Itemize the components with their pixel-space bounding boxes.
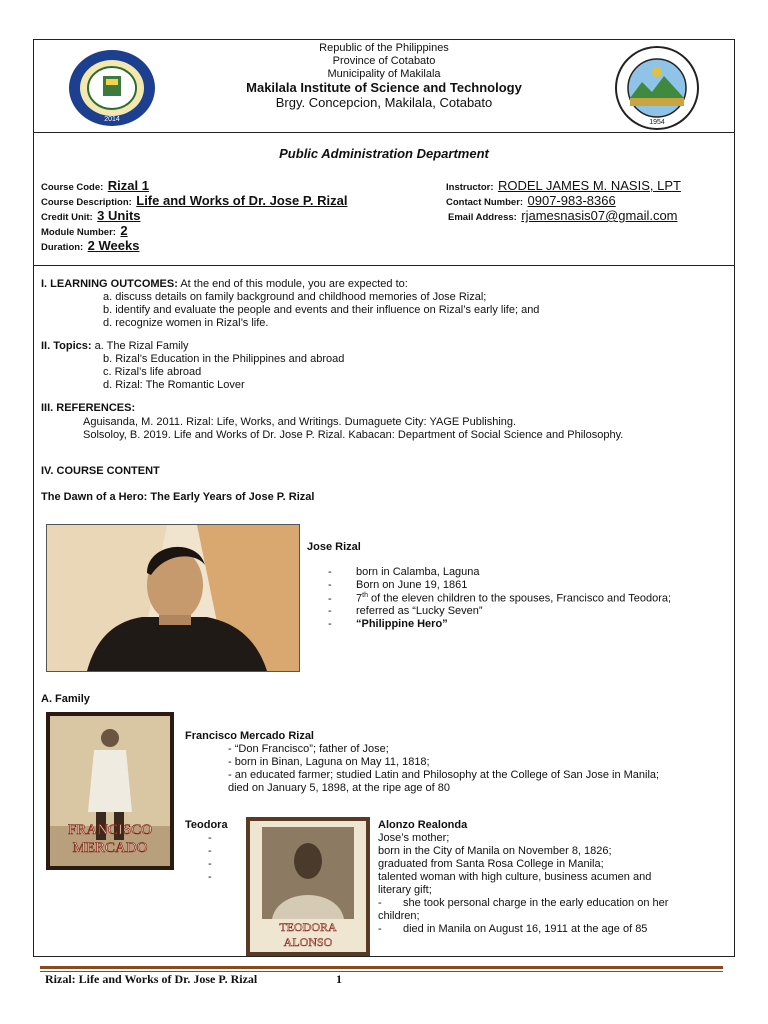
page-footer	[40, 966, 723, 986]
header-republic: Republic of the Philippines	[319, 42, 449, 54]
teodora-name-left: Teodora	[185, 819, 228, 831]
contact-value: 0907-983-8366	[527, 193, 616, 208]
institution-name: Makilala Institute of Science and Technology	[246, 80, 522, 95]
course-content-subheading: The Dawn of a Hero: The Early Years of Jose P. Rizal	[41, 491, 315, 503]
family-heading: A. Family	[41, 693, 90, 705]
duration-label: Duration:	[41, 242, 84, 253]
email-row	[448, 207, 678, 225]
course-content-heading: IV. COURSE CONTENT	[41, 465, 160, 477]
header-province: Province of Cotabato	[332, 55, 436, 67]
course-code-value: Rizal 1	[107, 178, 149, 193]
teodora-detail: Jose’s mother;	[378, 832, 450, 844]
teodora-dashes: - - - -	[208, 832, 212, 883]
rizal-name: Jose Rizal	[307, 541, 361, 553]
contact-label: Contact Number:	[446, 197, 524, 208]
email-value[interactable]: rjamesnasis07@gmail.com	[521, 208, 678, 223]
teodora-detail: born in the City of Manila on November 8, 1826;	[378, 845, 612, 857]
topics-heading: II. Topics:	[41, 340, 92, 352]
teodora-alonso-photo	[246, 817, 370, 956]
teodora-detail: talented woman with high culture, business acumen and	[378, 871, 652, 883]
reference-item: Solsoloy, B. 2019. Life and Works of Dr. Jose P. Rizal. Kabacan: Department of Social Science and Philosophy.	[83, 429, 624, 441]
outcomes-heading: I. LEARNING OUTCOMES:	[41, 278, 178, 290]
instructor-value: RODEL JAMES M. NASIS, LPT	[497, 178, 681, 193]
teodora-caption-2: ALONSO	[283, 935, 333, 949]
francisco-detail: - an educated farmer; studied Latin and Philosophy at the College of San Jose in Manila;	[228, 769, 660, 781]
course-desc-value: Life and Works of Dr. Jose P. Rizal	[136, 193, 348, 208]
header-municipality: Municipality of Makilala	[327, 68, 441, 80]
francisco-name: Francisco Mercado Rizal	[185, 730, 314, 742]
teodora-detail: children;	[378, 910, 420, 922]
letterhead	[34, 40, 734, 133]
outcome-item: d. recognize women in Rizal’s life.	[103, 317, 269, 329]
footer-rule	[40, 966, 723, 969]
institution-address: Brgy. Concepcion, Makilala, Cotabato	[275, 95, 493, 110]
outcome-item: a. discuss details on family background and childhood memories of Jose Rizal;	[103, 291, 487, 303]
references-heading: III. REFERENCES:	[41, 402, 136, 414]
francisco-detail: - “Don Francisco”; father of Jose;	[228, 743, 389, 755]
teodora-name-right: Alonzo Realonda	[378, 819, 468, 831]
topic-item: c. Rizal’s life abroad	[103, 366, 202, 378]
teodora-detail: literary gift;	[378, 884, 432, 896]
rizal-bullet: - born in Calamba, Laguna	[328, 566, 480, 578]
module-body	[34, 266, 734, 956]
teodora-detail: graduated from Santa Rosa College in Manila;	[378, 858, 604, 870]
outcomes-intro: At the end of this module, you are expected to:	[177, 278, 408, 290]
school-seal-year: 2014	[104, 116, 120, 123]
teodora-detail: - she took personal charge in the early education on her	[378, 897, 669, 909]
topics-row	[41, 340, 189, 352]
credit-unit-value: 3 Units	[97, 208, 141, 223]
duration-row	[41, 237, 139, 255]
department-title: Public Administration Department	[279, 146, 489, 161]
rizal-bullet: - Born on June 19, 1861	[328, 579, 468, 591]
jose-rizal-portrait	[46, 524, 300, 672]
francisco-mercado-photo	[46, 712, 174, 870]
rizal-bullet: - referred as “Lucky Seven”	[328, 605, 483, 617]
francisco-caption-2: MERCADO	[72, 840, 148, 856]
reference-item: Aguisanda, M. 2011. Rizal: Life, Works, and Writings. Dumaguete City: YAGE Publishing.	[83, 416, 517, 428]
rizal-bullet: - “Philippine Hero”	[328, 618, 448, 630]
course-info	[34, 132, 734, 266]
course-desc-label: Course Description:	[41, 197, 132, 208]
instructor-label: Instructor:	[446, 182, 494, 193]
outcomes-heading-row	[41, 278, 408, 290]
francisco-detail: - born in Binan, Laguna on May 11, 1818;	[228, 756, 430, 768]
module-number-label: Module Number:	[41, 227, 116, 238]
email-label: Email Address:	[448, 212, 517, 223]
footer-title: Rizal: Life and Works of Dr. Jose P. Rizal	[45, 972, 258, 986]
module-number-value: 2	[120, 223, 128, 238]
rizal-bullet: - 7th of the eleven children to the spouses, Francisco and Teodora;	[328, 592, 672, 605]
topic-item: d. Rizal: The Romantic Lover	[103, 379, 245, 391]
municipality-seal-year: 1954	[649, 119, 665, 126]
francisco-detail: died on January 5, 1898, at the ripe age of 80	[228, 782, 450, 794]
duration-value: 2 Weeks	[87, 238, 140, 253]
topic-item: a. The Rizal Family	[94, 340, 189, 352]
outcome-item: b. identify and evaluate the people and events and their influence on Rizal’s early life; and	[103, 304, 540, 316]
francisco-caption-1: FRANCISCO	[67, 822, 153, 838]
teodora-detail: - died in Manila on August 16, 1911 at the age of 85	[378, 923, 648, 935]
course-code-label: Course Code:	[41, 182, 104, 193]
page-number: 1	[336, 972, 342, 986]
document-frame	[33, 39, 735, 957]
teodora-caption-1: TEODORA	[279, 920, 337, 934]
topic-item: b. Rizal’s Education in the Philippines and abroad	[103, 353, 345, 365]
credit-unit-label: Credit Unit:	[41, 212, 93, 223]
